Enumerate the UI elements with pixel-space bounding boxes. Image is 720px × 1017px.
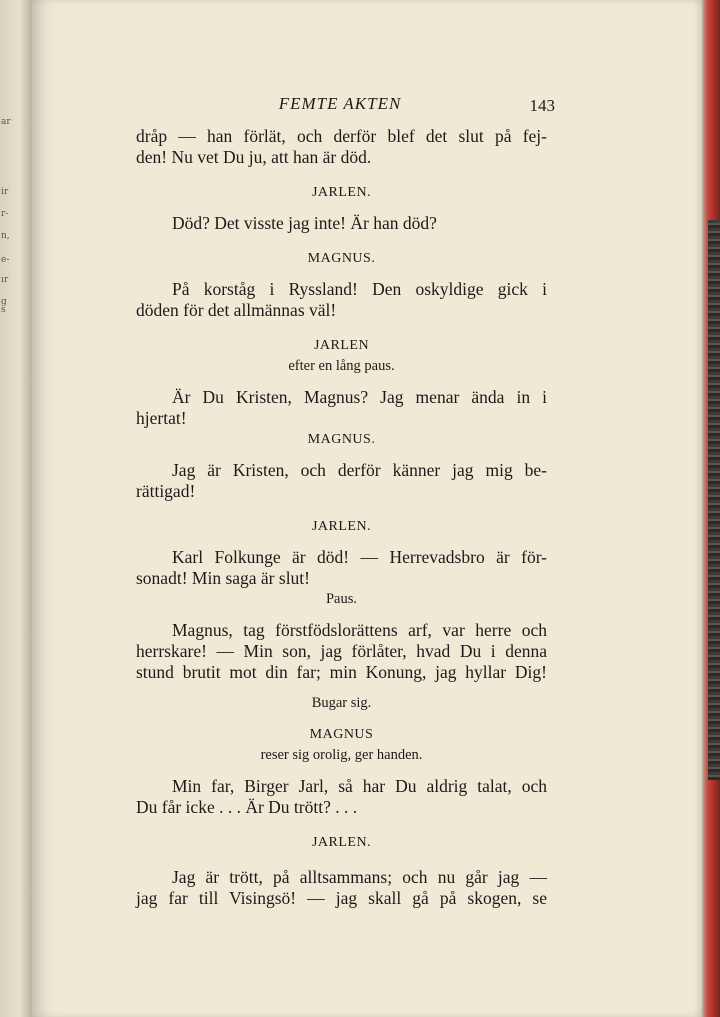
facing-page-edge [0, 0, 32, 1017]
speech-line: jag far till Visingsö! — jag skall gå på skogen, se [136, 888, 547, 908]
speech-line: På korståg i Ryssland! Den oskyldige gick i [172, 279, 547, 299]
speech-line: dråp — han förlät, och derför blef det slut på fej- [136, 126, 547, 146]
speech-line: Karl Folkunge är död! — Herrevadsbro är för- [172, 547, 547, 567]
speech-line: Jag är Kristen, och derför känner jag mig be- [172, 460, 547, 480]
stage-direction: Bugar sig. [311, 695, 372, 711]
speech-line: döden för det allmännas väl! [136, 300, 337, 320]
speaker-name: MAGNUS [309, 727, 374, 742]
speech-line: stund brutit mot din far; min Konung, jag hyllar Dig! [136, 662, 547, 682]
speaker-name: MAGNUS. [307, 432, 376, 447]
speech-line: Min far, Birger Jarl, så har Du aldrig talat, och [172, 776, 547, 796]
fragment: n, [1, 231, 10, 241]
speech-line: Är Du Kristen, Magnus? Jag menar ända in i [172, 387, 547, 407]
facing-page-fragments [0, 0, 28, 1017]
speech-line: herrskare! — Min son, jag förlåter, hvad Du i denna [136, 641, 547, 661]
fragment: ar [1, 117, 11, 127]
speech-line: rättigad! [136, 481, 196, 501]
fragment: s [1, 305, 6, 315]
speech-line: Magnus, tag förstfödslorättens arf, var herre och [172, 620, 547, 640]
fragment: ır [1, 275, 9, 285]
page-number: 143 [529, 96, 555, 115]
running-header: FEMTE AKTEN [278, 94, 402, 113]
speech-line: Du får icke . . . Är Du trött? . . . [136, 797, 358, 817]
stage-direction: Paus. [325, 591, 358, 607]
stage-direction: reser sig orolig, ger handen. [260, 747, 423, 763]
speaker-name: JARLEN. [311, 185, 372, 200]
fragment: ir [1, 187, 9, 197]
play-text [136, 126, 547, 909]
stage-direction: efter en lång paus. [288, 358, 395, 374]
speech-line: Död? Det visste jag inte! Är han död? [172, 213, 437, 233]
speech-line: den! Nu vet Du ju, att han är död. [136, 147, 372, 167]
fragment: e- [1, 255, 10, 265]
speaker-name: JARLEN. [311, 835, 372, 850]
speaker-name: MAGNUS. [307, 251, 376, 266]
fragment: g [1, 297, 7, 307]
speaker-name: JARLEN. [311, 519, 372, 534]
speech-line: Jag är trött, på alltsammans; och nu går jag — [172, 867, 547, 887]
speech-line: hjertat! [136, 408, 187, 428]
fragment: r- [1, 209, 9, 219]
speaker-name: JARLEN [313, 338, 370, 353]
speech-line: sonadt! Min saga är slut! [136, 568, 310, 588]
book-spine-texture [708, 220, 720, 780]
